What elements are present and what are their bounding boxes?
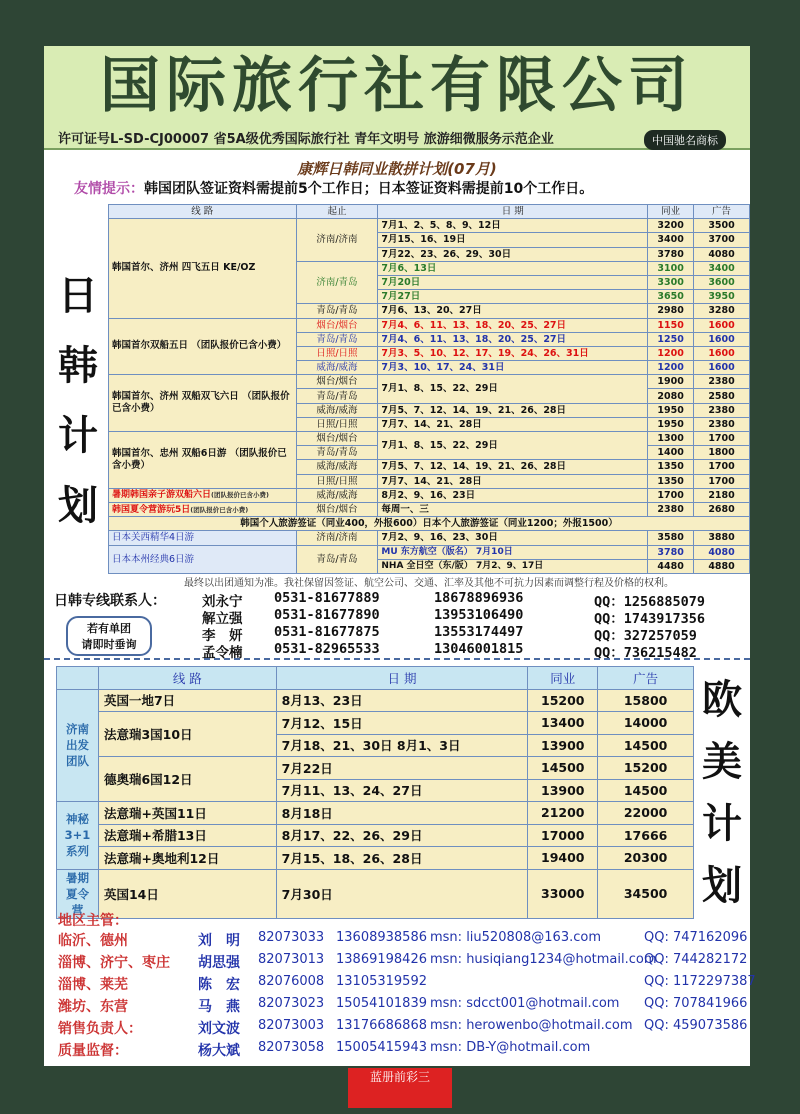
date-cell: 7月22、23、26、29、30日: [378, 247, 648, 261]
route-cell: 韩国首尔双船五日 （团队报价已含小费）: [109, 318, 297, 375]
group-label: 神秘3+1系列: [57, 802, 99, 870]
col-header-blank: [57, 667, 99, 690]
origin-cell: 日照/日照: [296, 474, 378, 488]
price-ad: 2380: [694, 375, 750, 389]
col-header: 日 期: [276, 667, 528, 690]
price-ad: 1800: [694, 446, 750, 460]
price-ad: 1600: [694, 318, 750, 332]
date-cell: 7月27日: [378, 290, 648, 304]
origin-cell: 济南/青岛: [296, 261, 378, 304]
route-cell: 韩国首尔、济州 四飞五日 KE/OZ: [109, 219, 297, 318]
route-cell: 韩国首尔、济州 双船双飞六日 （团队报价已含小费）: [109, 375, 297, 432]
table-row: [109, 488, 750, 502]
company-title: 国际旅行社有限公司: [100, 51, 694, 121]
price-ad: 14500: [598, 734, 694, 757]
price-trade: 1400: [648, 446, 694, 460]
origin-cell: 日照/日照: [296, 346, 378, 360]
date-cell: 7月7、14、21、28日: [378, 474, 648, 488]
origin-cell: 青岛/青岛: [296, 446, 378, 460]
origin-cell: 青岛/青岛: [296, 389, 378, 403]
price-trade: 3650: [648, 290, 694, 304]
origin-cell: 青岛/青岛: [296, 332, 378, 346]
route-cell: 法意瑞3国10日: [98, 712, 276, 757]
jk-plan-title: 康辉日韩同业散拼计划(07月): [297, 160, 497, 178]
manager-mobile: 13105319592: [336, 974, 427, 989]
price-ad: 3700: [694, 233, 750, 247]
manager-mobile: 13869198426: [336, 952, 427, 967]
table-row: [109, 318, 750, 332]
price-ad: 2580: [694, 389, 750, 403]
price-trade: 2980: [648, 304, 694, 318]
price-ad: 2380: [694, 403, 750, 417]
route-cell: 法意瑞+英国11日: [98, 802, 276, 825]
eu-side-char: 划: [702, 862, 742, 909]
table-row: [57, 689, 694, 712]
origin-cell: 威海/威海: [296, 403, 378, 417]
date-cell: 7月2、9、16、23、30日: [378, 531, 648, 545]
price-ad: 15200: [598, 757, 694, 780]
date-cell: 7月3、5、10、12、17、19、24、26、31日: [378, 346, 648, 360]
price-trade: 1300: [648, 432, 694, 446]
section-divider: [44, 658, 750, 660]
contact-mobile: 13953106490: [434, 607, 524, 623]
contact-mobile: 18678896936: [434, 590, 524, 606]
route-cell: 德奥瑞6国12日: [98, 757, 276, 802]
price-trade: 3780: [648, 247, 694, 261]
price-trade: 1200: [648, 361, 694, 375]
origin-cell: 青岛/青岛: [296, 304, 378, 318]
manager-qq: QQ: 744282172: [644, 952, 748, 967]
price-ad: 1600: [694, 361, 750, 375]
eu-price-table: [56, 666, 694, 919]
manager-tel: 82073023: [258, 996, 325, 1011]
price-ad: 4880: [694, 559, 750, 573]
contact-name: 孟令楠: [202, 645, 243, 661]
date-cell: 7月6、13日: [378, 261, 648, 275]
contacts-label: 日韩专线联系人：: [54, 593, 166, 609]
bubble-line: 请即时垂询: [81, 638, 137, 651]
price-trade: 1150: [648, 318, 694, 332]
jk-side-char: 计: [58, 412, 98, 459]
manager-mobile: 15054101839: [336, 996, 427, 1011]
date-cell: 7月4、6、11、13、18、20、25、27日: [378, 332, 648, 346]
jk-side-char: 划: [58, 482, 98, 529]
date-cell: 7月5、7、12、14、19、21、26、28日: [378, 460, 648, 474]
table-row: [109, 375, 750, 389]
table-row: [57, 757, 694, 780]
contact-qq: QQ：327257059: [594, 628, 697, 644]
route-note: (团队报价已含小费): [190, 505, 249, 514]
col-header: 日 期: [378, 205, 648, 219]
origin-cell: 威海/威海: [296, 488, 378, 502]
region: 淄博、济宁、枣庄: [58, 955, 170, 971]
origin-cell: 烟台/烟台: [296, 432, 378, 446]
price-trade: 3400: [648, 233, 694, 247]
origin-cell: 青岛/青岛: [296, 545, 378, 573]
contact-qq: QQ：1743917356: [594, 611, 706, 627]
manager-tel: 82073058: [258, 1040, 325, 1055]
contact-qq: QQ：1256885079: [594, 594, 706, 610]
price-trade: 33000: [528, 869, 598, 918]
contact-mobile: 13046001815: [434, 641, 524, 657]
price-trade: 3100: [648, 261, 694, 275]
price-trade: 15200: [528, 689, 598, 712]
col-header: 同业: [648, 205, 694, 219]
manager-qq: QQ: 459073586: [644, 1018, 748, 1033]
price-trade: 14500: [528, 757, 598, 780]
brand-badge: 中国驰名商标: [644, 130, 726, 150]
price-ad: 1700: [694, 460, 750, 474]
table-row: [109, 502, 750, 516]
manager-msn: msn: sdcct001@hotmail.com: [430, 996, 620, 1011]
manager-tel: 82073003: [258, 1018, 325, 1033]
date-cell: 7月30日: [276, 869, 528, 918]
price-trade: 3200: [648, 219, 694, 233]
contact-qq: QQ：736215482: [594, 645, 697, 661]
region: 临沂、德州: [58, 933, 128, 949]
price-ad: 14500: [598, 779, 694, 802]
route-cell: [109, 488, 297, 502]
manager-name: 刘 明: [198, 933, 240, 949]
date-cell: 7月11、13、24、27日: [276, 779, 528, 802]
price-trade: 4480: [648, 559, 694, 573]
date-cell: 7月15、18、26、28日: [276, 847, 528, 870]
date-cell: 7月3、10、17、24、31日: [378, 361, 648, 375]
price-trade: 21200: [528, 802, 598, 825]
price-trade: 3300: [648, 275, 694, 289]
table-row: [57, 802, 694, 825]
col-header: 广告: [694, 205, 750, 219]
region: 质量监督：: [58, 1043, 128, 1059]
price-ad: 34500: [598, 869, 694, 918]
price-ad: 22000: [598, 802, 694, 825]
manager-tel: 82073033: [258, 930, 325, 945]
col-header: 线 路: [98, 667, 276, 690]
contact-name: 刘永宁: [202, 594, 243, 610]
management-title: 地区主管：: [58, 913, 128, 929]
price-ad: 15800: [598, 689, 694, 712]
date-cell: 7月1、8、15、22、29日: [378, 432, 648, 460]
origin-cell: 济南/济南: [296, 531, 378, 545]
tip-line: [74, 178, 593, 198]
manager-name: 陈 宏: [198, 977, 240, 993]
price-trade: 13400: [528, 712, 598, 735]
table-header-row: [57, 667, 694, 690]
license-line: 许可证号L-SD-CJ00007 省5A级优秀国际旅行社 青年文明号 旅游细微服务示范企业: [58, 132, 554, 147]
col-header: 线 路: [109, 205, 297, 219]
manager-msn: msn: liu520808@163.com: [430, 930, 601, 945]
manager-name: 杨大斌: [198, 1043, 240, 1059]
route-note: (团队报价已含小费): [211, 491, 269, 500]
route-cell: 法意瑞+希腊13日: [98, 824, 276, 847]
price-ad: 20300: [598, 847, 694, 870]
manager-msn: msn: DB-Y@hotmail.com: [430, 1040, 591, 1055]
tip-label: 友情提示：: [74, 181, 144, 197]
price-trade: 2380: [648, 502, 694, 516]
jk-side-char: 日: [58, 272, 98, 319]
table-row: [109, 531, 750, 545]
date-cell: 8月13、23日: [276, 689, 528, 712]
manager-tel: 82073013: [258, 952, 325, 967]
manager-name: 胡思强: [198, 955, 240, 971]
date-cell: 8月2、9、16、23日: [378, 488, 648, 502]
route-cell: 日本关西精华4日游: [109, 531, 297, 545]
route-name: 韩国夏令营游玩5日: [112, 504, 191, 515]
price-trade: 1900: [648, 375, 694, 389]
jk-price-table: [108, 204, 750, 574]
table-row: [57, 869, 694, 918]
bubble-line: 若有单团: [87, 622, 131, 635]
col-header: 起止: [296, 205, 378, 219]
col-header: 广告: [598, 667, 694, 690]
table-row: [109, 517, 750, 531]
price-ad: 14000: [598, 712, 694, 735]
price-ad: 3600: [694, 275, 750, 289]
date-cell: 7月12、15日: [276, 712, 528, 735]
price-ad: 2680: [694, 502, 750, 516]
origin-cell: 威海/威海: [296, 460, 378, 474]
price-trade: 1950: [648, 403, 694, 417]
price-trade: 2080: [648, 389, 694, 403]
contact-tel: 0531-82965533: [274, 641, 380, 657]
route-cell: 英国14日: [98, 869, 276, 918]
price-trade: 19400: [528, 847, 598, 870]
price-ad: 3400: [694, 261, 750, 275]
manager-mobile: 13176686868: [336, 1018, 427, 1033]
origin-cell: 日照/日照: [296, 417, 378, 431]
group-label: 济南出发团队: [57, 689, 99, 802]
contact-tel: 0531-81677889: [274, 590, 380, 606]
date-cell: 7月6、13、20、27日: [378, 304, 648, 318]
manager-qq: QQ: 747162096: [644, 930, 748, 945]
price-trade: 1950: [648, 417, 694, 431]
price-ad: 3500: [694, 219, 750, 233]
route-cell: [109, 502, 297, 516]
date-cell: 7月22日: [276, 757, 528, 780]
price-ad: 3880: [694, 531, 750, 545]
eu-side-char: 计: [702, 800, 742, 847]
price-trade: 13900: [528, 734, 598, 757]
region: 销售负责人：: [58, 1021, 142, 1037]
manager-name: 刘文波: [198, 1021, 240, 1037]
contact-tel: 0531-81677875: [274, 624, 380, 640]
eu-side-char: 欧: [702, 676, 742, 723]
route-cell: 韩国首尔、忠州 双船6日游 （团队报价已含小费）: [109, 432, 297, 489]
table-row: [57, 824, 694, 847]
brochure-page: [44, 46, 756, 1066]
price-trade: 1350: [648, 460, 694, 474]
route-name: 暑期韩国亲子游双船六日: [112, 490, 212, 501]
region: 潍坊、东营: [58, 999, 128, 1015]
footer-label: 蓝册前彩三: [369, 1070, 430, 1084]
origin-cell: 烟台/烟台: [296, 375, 378, 389]
contact-name: 解立强: [202, 611, 243, 627]
route-cell: 日本本州经典6日游: [109, 545, 297, 573]
origin-cell: 烟台/烟台: [296, 318, 378, 332]
disclaimer-note: 最终以出团通知为准。我社保留因签证、航空公司、交通、汇率及其他不可抗力因素而调整行程及价格的权利。: [184, 578, 674, 589]
contact-mobile: 13553174497: [434, 624, 524, 640]
price-trade: 1350: [648, 474, 694, 488]
price-ad: 3950: [694, 290, 750, 304]
date-cell: 7月5、7、12、14、19、21、26、28日: [378, 403, 648, 417]
visa-info: 韩国个人旅游签证（同业400，外报600）日本个人旅游签证（同业1200；外报1500）: [109, 517, 750, 531]
route-cell: 法意瑞+奥地利12日: [98, 847, 276, 870]
price-ad: 1700: [694, 474, 750, 488]
origin-cell: 济南/济南: [296, 219, 378, 262]
price-ad: 4080: [694, 545, 750, 559]
price-trade: 1700: [648, 488, 694, 502]
date-cell: 7月15、16、19日: [378, 233, 648, 247]
table-row: [109, 432, 750, 446]
eu-side-char: 美: [702, 738, 742, 785]
price-trade: 13900: [528, 779, 598, 802]
date-cell: 7月7、14、21、28日: [378, 417, 648, 431]
jk-side-char: 韩: [58, 342, 98, 389]
price-ad: 1600: [694, 332, 750, 346]
date-cell: 7月4、6、11、13、18、20、25、27日: [378, 318, 648, 332]
footer-tab: [348, 1068, 452, 1108]
header-banner: [44, 46, 750, 150]
date-cell: 8月18日: [276, 802, 528, 825]
price-ad: 1700: [694, 432, 750, 446]
manager-msn: msn: husiqiang1234@hotmail.com: [430, 952, 657, 967]
manager-mobile: 15005415943: [336, 1040, 427, 1055]
date-cell: 7月1、2、5、8、9、12日: [378, 219, 648, 233]
origin-cell: 威海/威海: [296, 361, 378, 375]
origin-cell: 烟台/烟台: [296, 502, 378, 516]
price-trade: 3580: [648, 531, 694, 545]
date-cell: 7月1、8、15、22、29日: [378, 375, 648, 403]
price-ad: 2380: [694, 417, 750, 431]
date-cell: 每周一、三: [378, 502, 648, 516]
table-row: [109, 219, 750, 233]
manager-qq: QQ: 707841966: [644, 996, 748, 1011]
region: 淄博、莱芜: [58, 977, 128, 993]
inquiry-bubble: [66, 616, 152, 656]
contact-name: 李 妍: [202, 628, 243, 644]
date-cell: 7月18、21、30日 8月1、3日: [276, 734, 528, 757]
price-ad: 3280: [694, 304, 750, 318]
manager-name: 马 燕: [198, 999, 240, 1015]
price-trade: 3780: [648, 545, 694, 559]
price-trade: 1250: [648, 332, 694, 346]
date-cell: 7月20日: [378, 275, 648, 289]
price-ad: 4080: [694, 247, 750, 261]
manager-qq: QQ: 1172297387: [644, 974, 756, 989]
manager-tel: 82076008: [258, 974, 325, 989]
contact-tel: 0531-81677890: [274, 607, 380, 623]
table-header-row: [109, 205, 750, 219]
date-cell: MU 东方航空（版名） 7月10日: [378, 545, 648, 559]
table-row: [109, 545, 750, 559]
manager-mobile: 13608938586: [336, 930, 427, 945]
date-cell: 8月17、22、26、29日: [276, 824, 528, 847]
manager-msn: msn: herowenbo@hotmail.com: [430, 1018, 633, 1033]
tip-text: 韩国团队签证资料需提前5个工作日；日本签证资料需提前10个工作日。: [144, 181, 594, 197]
price-trade: 17000: [528, 824, 598, 847]
table-row: [57, 847, 694, 870]
col-header: 同业: [528, 667, 598, 690]
price-ad: 2180: [694, 488, 750, 502]
price-ad: 1600: [694, 346, 750, 360]
date-cell: NHA 全日空（东/阪） 7月2、9、17日: [378, 559, 648, 573]
price-trade: 1200: [648, 346, 694, 360]
route-cell: 英国一地7日: [98, 689, 276, 712]
table-row: [57, 712, 694, 735]
price-ad: 17666: [598, 824, 694, 847]
group-label: 暑期夏令营: [57, 869, 99, 918]
